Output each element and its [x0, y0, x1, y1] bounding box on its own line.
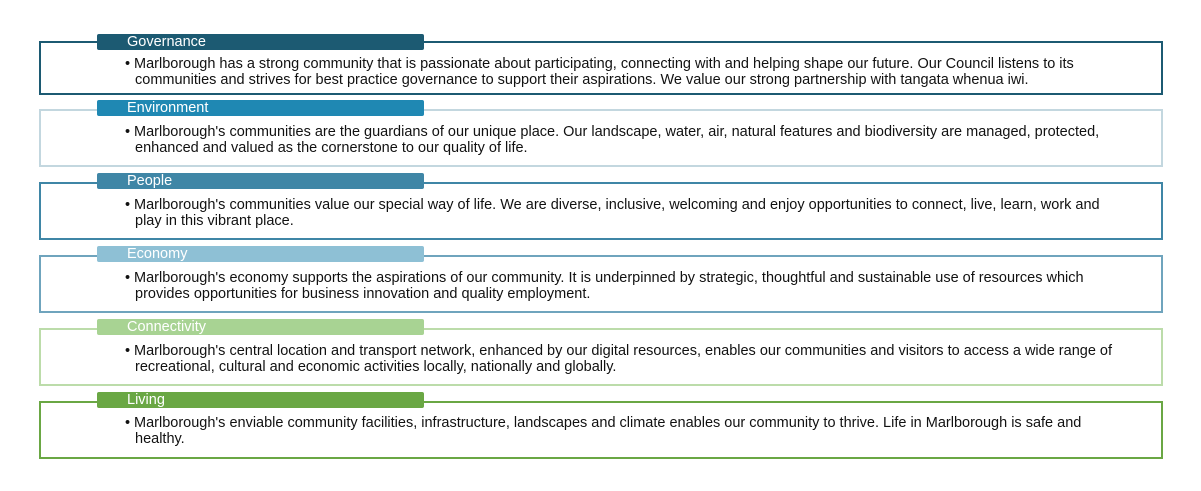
section-title: Economy — [97, 246, 424, 262]
section-text: Marlborough's enviable community facilities, infrastructure, landscapes and climate enables our community to thrive. Life in Marlborough is safe and healthy. — [134, 415, 1082, 447]
bullet-icon: • — [125, 56, 131, 72]
section-text: Marlborough's central location and transport network, enhanced by our digital resources, enables our communities and visitors to access a wide range of recreational, cultural and economic activities locally, nationally and globally. — [134, 343, 1113, 375]
bullet-icon: • — [125, 124, 131, 140]
section-body — [127, 270, 1117, 302]
section-text: Marlborough's communities are the guardians of our unique place. Our landscape, water, air, natural features and biodiversity are managed, protected, enhanced and valued as the cornerstone to our quality of life. — [134, 124, 1100, 156]
section-title: Governance — [97, 34, 424, 50]
section-body — [127, 415, 1117, 447]
section-text: Marlborough's economy supports the aspirations of our community. It is underpinned by strategic, thoughtful and sustainable use of resources which provides opportunities for business innovation and quality employment. — [134, 270, 1084, 302]
bullet-icon: • — [125, 343, 131, 359]
section-text: Marlborough has a strong community that is passionate about participating, connecting with and helping shape our future. Our Council listens to its communities and strives for best practice governance to support their aspirations. We value our strong partnership with tangata whenua iwi. — [134, 56, 1074, 88]
section-title: People — [97, 173, 424, 189]
section-body — [127, 343, 1117, 375]
section-body — [127, 124, 1117, 156]
section-title: Environment — [97, 100, 424, 116]
section-title: Connectivity — [97, 319, 424, 335]
section-text: Marlborough's communities value our special way of life. We are diverse, inclusive, welcoming and enjoy opportunities to connect, live, learn, work and play in this vibrant place. — [134, 197, 1100, 229]
bullet-icon: • — [125, 415, 131, 431]
section-body — [127, 56, 1117, 88]
bullet-icon: • — [125, 270, 131, 286]
bullet-icon: • — [125, 197, 131, 213]
section-body — [127, 197, 1117, 229]
section-title: Living — [97, 392, 424, 408]
